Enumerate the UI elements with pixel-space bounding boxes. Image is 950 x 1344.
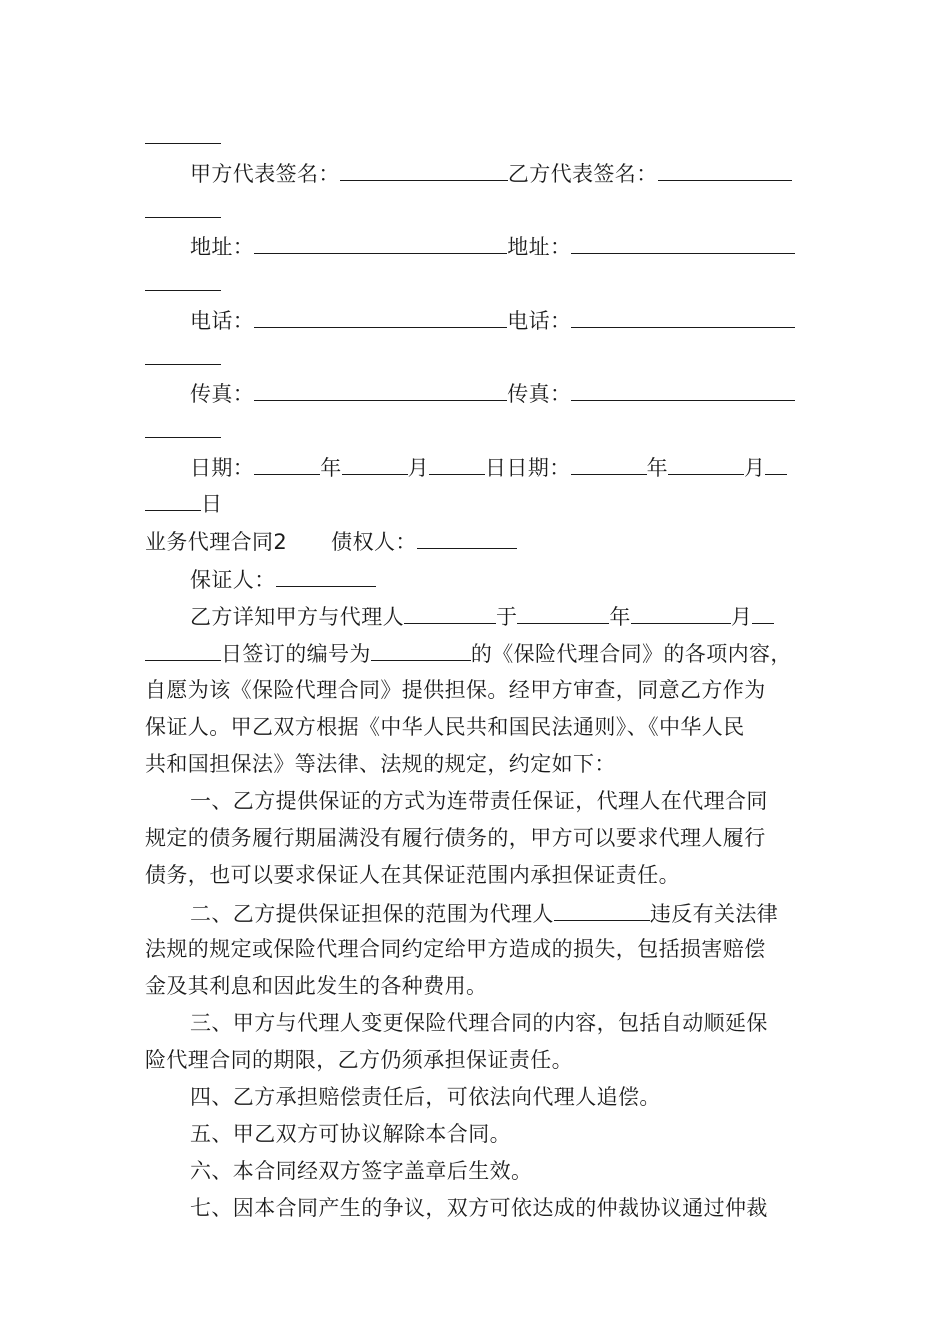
party-a-date-label: 日期： [190,456,255,480]
date-row [190,453,805,481]
party-b-phone-label: 电话： [507,309,572,333]
intro-text: 乙方详知甲方与代理人 [190,605,404,629]
party-b-address-blank [571,232,795,254]
month-label: 月 [730,605,753,629]
creditor-blank [417,527,517,549]
agent-blank [404,602,496,624]
day-blank [765,453,787,475]
intro-line-5: 共和国担保法》等法律、法规的规定，约定如下： [145,752,616,776]
phone-row [190,306,805,334]
year-label: 年 [646,456,669,480]
party-a-phone-blank [254,306,507,328]
guarantor-label: 保证人： [190,568,276,592]
party-a-fax-blank [254,379,507,401]
intro-line-3: 自愿为该《保险代理合同》提供担保。经甲方审查，同意乙方作为 [145,678,766,702]
signature-row [190,159,805,187]
blank-line [145,196,805,224]
day-blank [429,453,485,475]
date-continuation [145,489,805,517]
clause-3-line-1: 三、甲方与代理人变更保险代理合同的内容，包括自动顺延保 [190,1011,768,1035]
clause-4: 四、乙方承担赔偿责任后，可依法向代理人追偿。 [190,1085,661,1109]
agent-blank [554,899,650,921]
fax-row [190,379,805,407]
party-a-rep-sign-blank [340,159,508,181]
intro-line-2 [145,639,805,667]
year-blank [517,602,609,624]
party-a-phone-label: 电话： [190,309,255,333]
address-row [190,232,805,260]
blank-line [145,343,805,371]
underline-blank [145,416,221,438]
clause-2-line-2: 法规的规定或保险代理合同约定给甲方造成的损失，包括损害赔偿 [145,937,766,961]
contract-title: 业务代理合同2 [145,530,288,554]
month-blank [668,453,744,475]
month-label: 月 [744,456,766,480]
party-a-fax-label: 传真： [190,382,255,406]
day-blank [145,639,221,661]
party-b-address-label: 地址： [507,235,572,259]
guarantor-row [190,565,805,593]
creditor-label: 债权人： [331,530,417,554]
contract-number-blank [371,639,471,661]
clause-6: 六、本合同经双方签字盖章后生效。 [190,1159,533,1183]
clause-1-line-3: 债务，也可以要求保证人在其保证范围内承担保证责任。 [145,863,680,887]
intro-text: 的《保险代理合同》的各项内容， [470,642,792,666]
party-a-address-blank [254,232,507,254]
year-label: 年 [609,605,631,629]
year-blank [571,453,647,475]
party-a-rep-sign-label: 甲方代表签名： [190,162,340,186]
intro-text: 日签订的编号为 [221,642,371,666]
party-b-rep-sign-label: 乙方代表签名： [507,162,658,186]
underline-blank [145,343,221,365]
party-a-address-label: 地址： [190,235,255,259]
blank-line [145,122,805,150]
clause-5: 五、甲乙双方可协议解除本合同。 [190,1122,511,1146]
underline-blank [145,196,221,218]
clause-1-line-1: 一、乙方提供保证的方式为连带责任保证，代理人在代理合同 [190,789,768,813]
guarantor-blank [276,565,376,587]
clause-text: 二、乙方提供保证担保的范围为代理人 [190,902,554,926]
blank-line [145,416,805,444]
month-label: 月 [407,456,430,480]
month-blank [342,453,408,475]
underline-blank [145,269,221,291]
party-b-fax-blank [571,379,795,401]
day-label: 日 [485,456,507,480]
party-b-phone-blank [571,306,795,328]
contract-title-row [145,527,805,555]
day-blank [752,602,774,624]
clause-3-line-2: 险代理合同的期限，乙方仍须承担保证责任。 [145,1048,573,1072]
party-b-fax-label: 传真： [507,382,572,406]
intro-line-4: 保证人。甲乙双方根据《中华人民共和国民法通则》、《中华人民 [145,715,745,739]
clause-1-line-2: 规定的债务履行期届满没有履行债务的，甲方可以要求代理人履行 [145,826,766,850]
blank-line [145,269,805,297]
day-label: 日 [201,492,223,516]
month-blank [631,602,731,624]
clause-7: 七、因本合同产生的争议，双方可依达成的仲裁协议通过仲裁 [190,1196,768,1220]
intro-text: 于 [496,605,518,629]
year-label: 年 [320,456,342,480]
year-blank [254,453,320,475]
clause-text: 违反有关法律 [649,902,779,926]
day-blank [145,489,201,511]
clause-2-line-3: 金及其利息和因此发生的各种费用。 [145,974,488,998]
party-b-date-label: 日期： [506,456,571,480]
intro-line-1 [190,602,805,630]
clause-2-line-1 [190,899,805,927]
underline-blank [145,122,221,144]
party-b-rep-sign-blank [658,159,792,181]
